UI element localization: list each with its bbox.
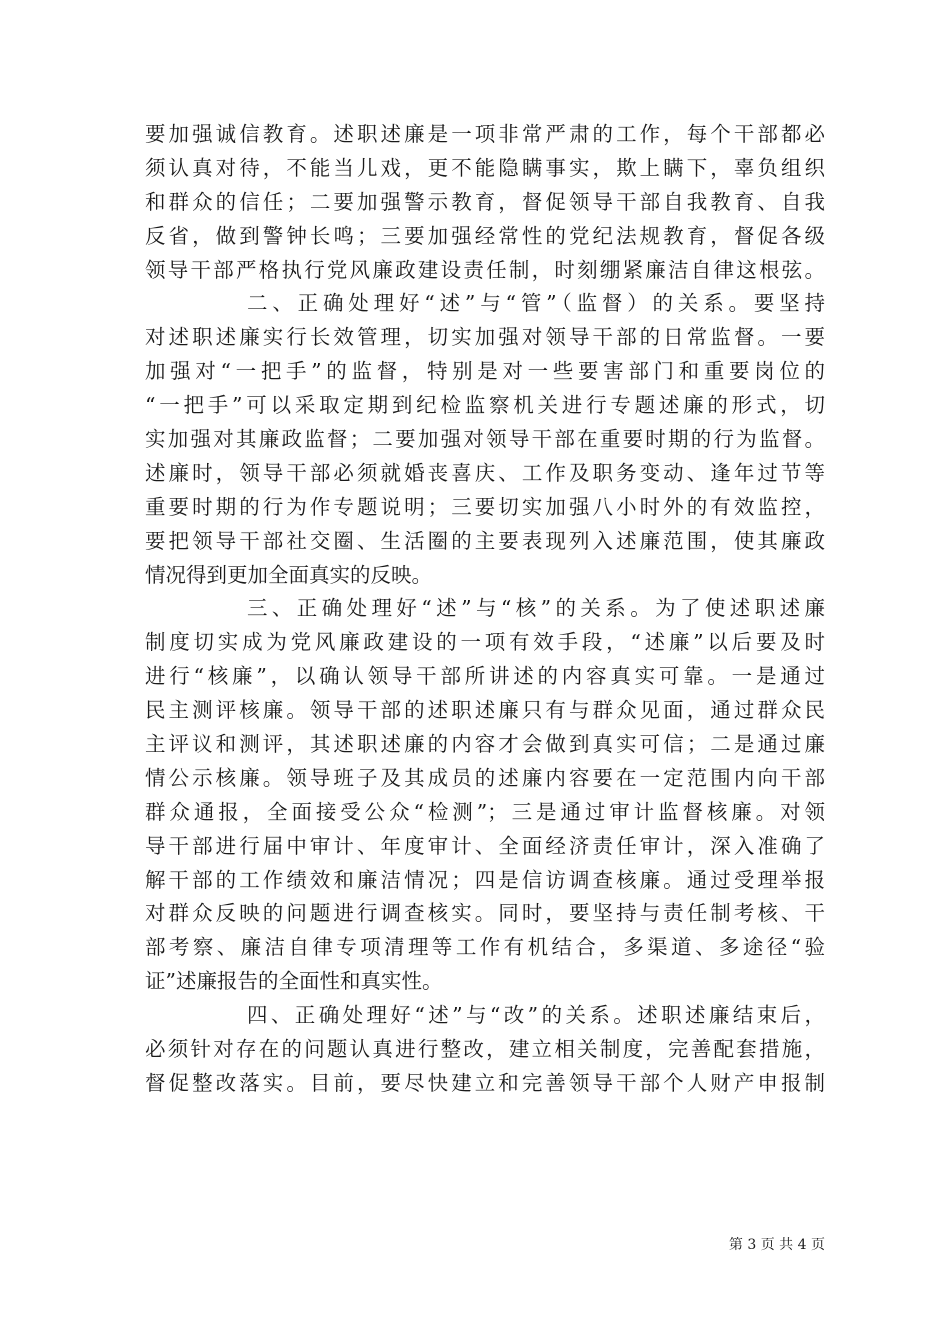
text-line: 述廉时，领导干部必须就婚丧喜庆、工作及职务变动、逢年过节等: [145, 460, 825, 485]
section-heading-line: 四、正确处理好“述”与“改”的关系。述职述廉结束后，: [247, 1003, 825, 1028]
text-line: 要加强诚信教育。述职述廉是一项非常严肃的工作，每个干部都必: [145, 122, 825, 146]
section-heading-line: 三、正确处理好“述”与“核”的关系。为了使述职述廉: [247, 596, 825, 621]
text-line: 情公示核廉。领导班子及其成员的述廉内容要在一定范围内向干部: [145, 765, 825, 790]
text-line: 加强对“一把手”的监督，特别是对一些要害部门和重要岗位的: [145, 359, 825, 384]
text-line: 领导干部严格执行党风廉政建设责任制，时刻绷紧廉洁自律这根弦。: [145, 257, 825, 282]
text-line: 反省，做到警钟长鸣；三要加强经常性的党纪法规教育，督促各级: [145, 223, 825, 248]
text-line: 要把领导干部社交圈、生活圈的主要表现列入述廉范围，使其廉政: [145, 528, 825, 553]
text-line: 督促整改落实。目前，要尽快建立和完善领导干部个人财产申报制: [145, 1070, 825, 1095]
text-line: 重要时期的行为作专题说明；三要切实加强八小时外的有效监控，: [145, 494, 825, 519]
text-line: 对群众反映的问题进行调查核实。同时，要坚持与责任制考核、干: [145, 901, 825, 926]
page-number-footer: 第 3 页 共 4 页: [728, 1237, 825, 1253]
text-line: 主评议和测评，其述职述廉的内容才会做到真实可信；二是通过廉: [145, 732, 825, 757]
document-body: [145, 118, 825, 1101]
text-line: 导干部进行届中审计、年度审计、全面经济责任审计，深入准确了: [145, 833, 825, 858]
text-line: 部考察、廉洁自律专项清理等工作有机结合，多渠道、多途径“验: [145, 935, 825, 960]
section-heading-line: 二、正确处理好“述”与“管”（监督）的关系。要坚持: [247, 291, 825, 316]
text-line: 必须针对存在的问题认真进行整改，建立相关制度，完善配套措施，: [145, 1037, 825, 1062]
text-line: “一把手”可以采取定期到纪检监察机关进行专题述廉的形式，切: [145, 393, 825, 418]
text-line: 实加强对其廉政监督；二要加强对领导干部在重要时期的行为监督。: [145, 427, 825, 452]
text-line: 民主测评核廉。领导干部的述职述廉只有与群众见面，通过群众民: [145, 698, 825, 723]
text-line: 和群众的信任；二要加强警示教育，督促领导干部自我教育、自我: [145, 189, 825, 214]
text-line: 进行“核廉”，以确认领导干部所讲述的内容真实可靠。一是通过: [145, 664, 825, 689]
text-line: 情况得到更加全面真实的反映。: [145, 562, 432, 587]
text-line: 须认真对待，不能当儿戏，更不能隐瞒事实，欺上瞒下，辜负组织: [145, 155, 825, 180]
text-line: 对述职述廉实行长效管理，切实加强对领导干部的日常监督。一要: [145, 325, 825, 350]
text-line: 群众通报，全面接受公众“检测”；三是通过审计监督核廉。对领: [145, 799, 825, 824]
text-line: 证”述廉报告的全面性和真实性。: [145, 969, 443, 994]
text-line: 解干部的工作绩效和廉洁情况；四是信访调查核廉。通过受理举报: [145, 867, 825, 892]
text-line: 制度切实成为党风廉政建设的一项有效手段，“述廉”以后要及时: [145, 630, 825, 655]
